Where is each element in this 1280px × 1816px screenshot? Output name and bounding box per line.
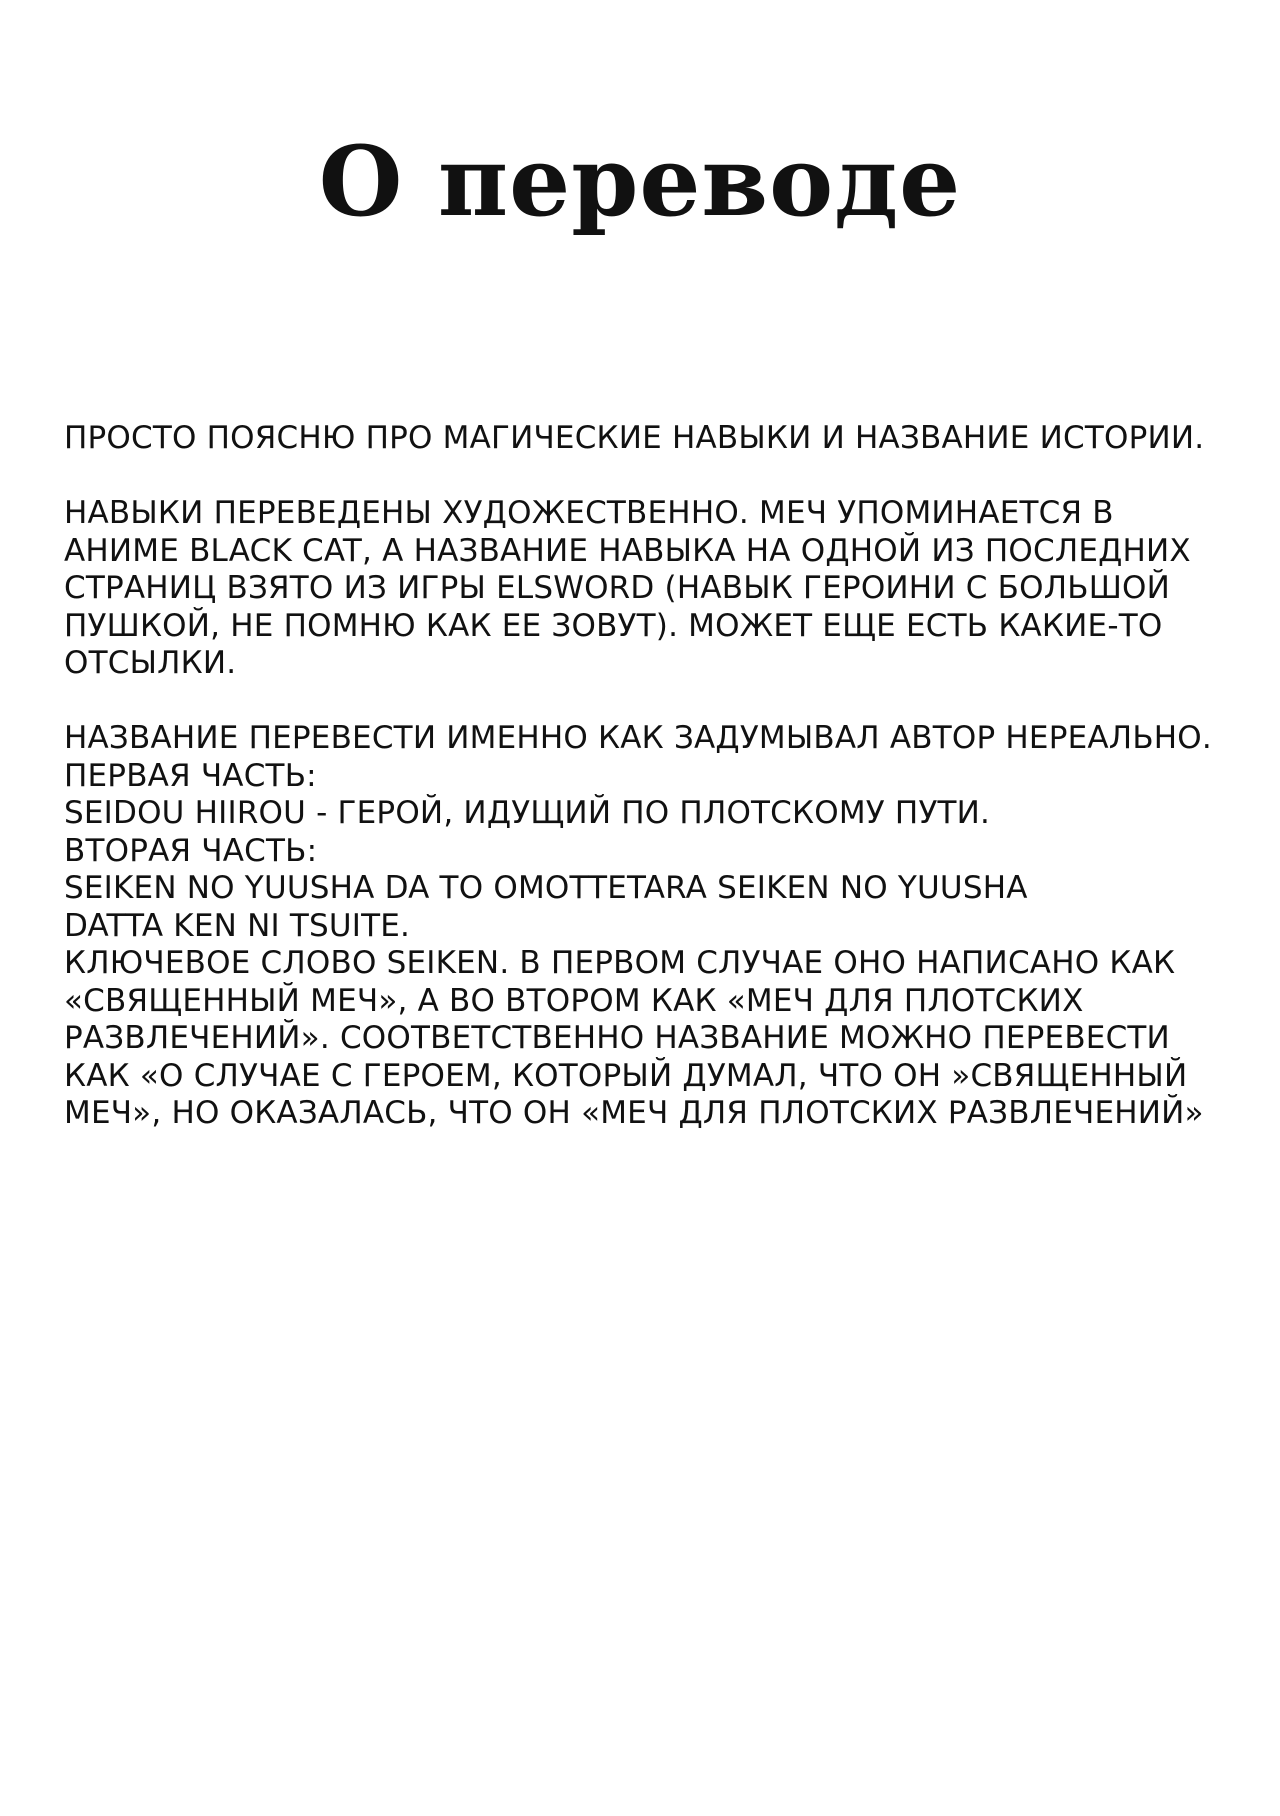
text-line: «СВЯЩЕННЫЙ МЕЧ», А ВО ВТОРОМ КАК «МЕЧ ДЛЯ ПЛОТСКИХ — [64, 982, 1084, 1019]
text-line: ПУШКОЙ, НЕ ПОМНЮ КАК ЕЕ ЗОВУТ). МОЖЕТ ЕЩЕ ЕСТЬ КАКИЕ-ТО — [64, 607, 1163, 644]
paragraph-skills — [64, 495, 1244, 683]
text-line: МЕЧ», НО ОКАЗАЛАСЬ, ЧТО ОН «МЕЧ ДЛЯ ПЛОТСКИХ РАЗВЛЕЧЕНИЙ» — [64, 1095, 1204, 1131]
page-title: О переводе — [318, 125, 962, 238]
text-line: ПЕРВАЯ ЧАСТЬ: — [64, 757, 317, 794]
text-line: НАЗВАНИЕ ПЕРЕВЕСТИ ИМЕННО КАК ЗАДУМЫВАЛ АВТОР НЕРЕАЛЬНО. — [64, 720, 1212, 756]
text-line: DATTA KEN NI TSUITE. — [64, 907, 411, 944]
text-line: РАЗВЛЕЧЕНИЙ». СООТВЕТСТВЕННО НАЗВАНИЕ МОЖНО ПЕРЕВЕСТИ — [64, 1020, 1170, 1056]
paragraph-title-explanation — [64, 720, 1244, 1133]
text-line: ОТСЫЛКИ. — [64, 645, 237, 681]
paragraph-intro — [64, 420, 1244, 458]
text-line: АНИМЕ BLACK CAT, А НАЗВАНИЕ НАВЫКА НА ОДНОЙ ИЗ ПОСЛЕДНИХ — [64, 532, 1191, 569]
text-line: ПРОСТО ПОЯСНЮ ПРО МАГИЧЕСКИЕ НАВЫКИ И НАЗВАНИЕ ИСТОРИИ. — [64, 420, 1205, 456]
translator-note — [64, 420, 1244, 1133]
text-line: SEIKEN NO YUUSHA DA TO OMOTTETARA SEIKEN NO YUUSHA — [64, 870, 1028, 906]
text-line: SEIDOU HIIROU - ГЕРОЙ, ИДУЩИЙ ПО ПЛОТСКОМУ ПУТИ. — [64, 795, 991, 831]
text-line: КЛЮЧЕВОЕ СЛОВО SEIKEN. В ПЕРВОМ СЛУЧАЕ ОНО НАПИСАНО КАК — [64, 945, 1176, 981]
text-line: СТРАНИЦ ВЗЯТО ИЗ ИГРЫ ELSWORD (НАВЫК ГЕРОИНИ С БОЛЬШОЙ — [64, 570, 1171, 606]
text-line: НАВЫКИ ПЕРЕВЕДЕНЫ ХУДОЖЕСТВЕННО. МЕЧ УПОМИНАЕТСЯ В — [64, 495, 1114, 531]
text-line: КАК «О СЛУЧАЕ С ГЕРОЕМ, КОТОРЫЙ ДУМАЛ, ЧТО ОН »СВЯЩЕННЫЙ — [64, 1057, 1188, 1094]
text-line: ВТОРАЯ ЧАСТЬ: — [64, 832, 318, 869]
